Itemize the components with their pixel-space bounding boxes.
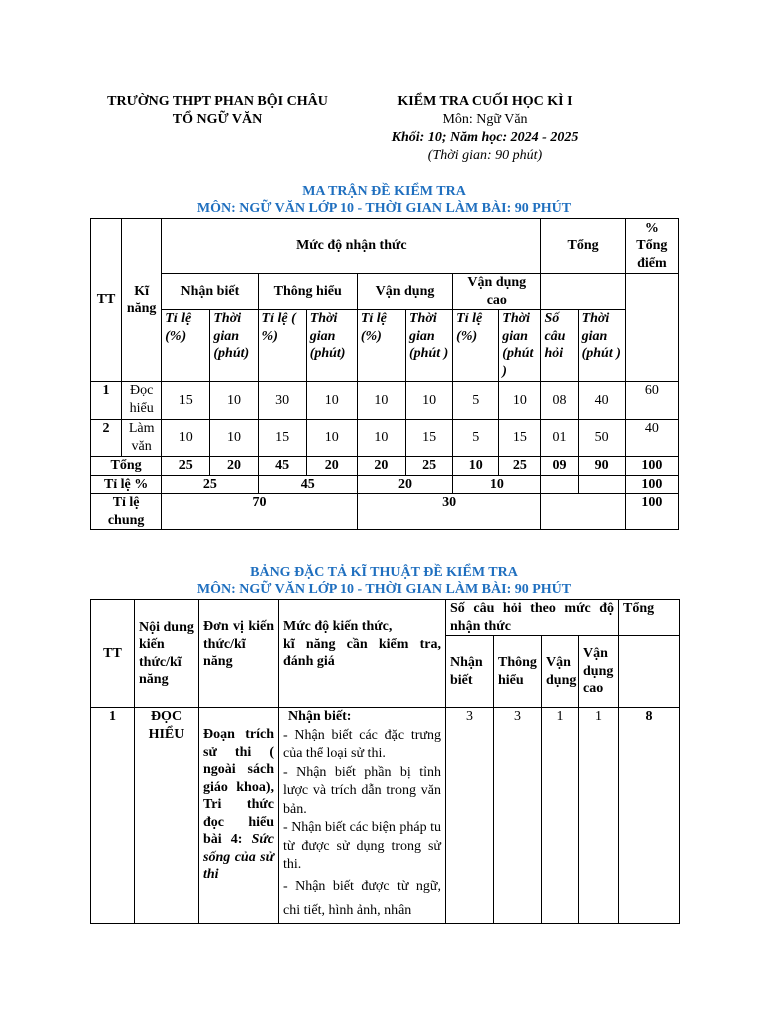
spec-row-level [279,708,446,924]
spec-row-tt: 1 [91,708,135,924]
cell-value: 70 [162,494,358,530]
school-header [90,93,345,129]
row-skill: Làm văn [122,420,162,457]
list-item: - Nhận biết phần bị tỉnh lược và trích dẫn trong văn bản. [283,764,441,817]
matrix-sub-rate-1: Tỉ lệ (%) [162,310,210,382]
cell-value: 45 [258,457,306,476]
matrix-sub-count: Số câu hỏi [541,310,578,382]
matrix-sub-total-time: Thời gian (phút ) [578,310,625,382]
cell-percent: 100 [625,457,678,476]
list-item: - Nhận biết các đặc trưng của thể loại sử thi. [283,727,441,761]
spec-header-tt: TT [91,600,135,708]
matrix-sub-rate-3: Tỉ lệ (%) [357,310,405,382]
exam-subject: Môn: Ngữ Văn [442,112,528,127]
matrix-sub-rate-2: Tỉ lệ ( %) [258,310,306,382]
cell-value: 15 [406,420,453,457]
cell-value: 10 [357,420,405,457]
cell-value: 30 [357,494,541,530]
cell-value: 25 [162,475,258,494]
spec-header-total: Tổng [619,600,680,636]
spec-row-content: ĐỌC HIỂU [135,708,199,924]
cell-value: 45 [258,475,357,494]
matrix-sub-time-3: Thời gian (phút ) [406,310,453,382]
matrix-header-tt: TT [91,219,122,382]
cell-value: 10 [162,420,210,457]
table-row [91,420,679,457]
cell-value: 90 [578,457,625,476]
cell-value: 10 [499,382,541,420]
cell-value: 10 [210,382,258,420]
table-row [91,475,679,494]
row-tt: 2 [91,420,122,457]
matrix-empty-cell [578,475,625,494]
cell-value: 30 [258,382,306,420]
spec-title [90,564,678,598]
matrix-level-2: Thông hiểu [258,274,357,310]
cell-value: 10 [406,382,453,420]
matrix-empty-cell [625,274,678,382]
cell-percent: 40 [625,420,678,457]
matrix-sub-rate-4: Tỉ lệ (%) [453,310,499,382]
matrix-level-1: Nhận biết [162,274,258,310]
matrix-empty-cell [541,274,625,310]
exam-grade-year: Khối: 10; Năm học: 2024 - 2025 [391,130,579,145]
table-row [91,457,679,476]
spec-level-3: Vận dụng [542,636,579,708]
exam-duration: (Thời gian: 90 phút) [427,148,543,163]
cell-percent: 100 [625,475,678,494]
spec-count-3: 1 [542,708,579,924]
spec-count-4: 1 [579,708,619,924]
cell-percent: 100 [625,494,678,530]
matrix-sub-time-2: Thời gian (phút) [306,310,357,382]
list-item: - Nhận biết được từ ngữ, chi tiết, hình ảnh, nhân [283,878,441,918]
row-total-label: Tổng [91,457,162,476]
cell-value: 01 [541,420,578,457]
spec-header-level-line2: kĩ năng cần kiểm tra, đánh giá [283,636,441,669]
matrix-level-3: Vận dụng [357,274,452,310]
matrix-title-line1: MA TRẬN ĐỀ KIỂM TRA [302,184,466,199]
cell-value: 10 [306,420,357,457]
matrix-title-line2: MÔN: NGỮ VĂN LỚP 10 - THỜI GIAN LÀM BÀI: 90 PHÚT [196,201,572,216]
matrix-level-4: Vận dụng cao [453,274,541,310]
spec-empty-cell [619,636,680,708]
table-row [91,382,679,420]
matrix-header-percent: % Tổng điểm [625,219,678,274]
cell-value: 25 [499,457,541,476]
list-item: - Nhận biết các biện pháp tu từ được sử dụng trong sử thi. [283,820,441,872]
cell-percent: 60 [625,382,678,420]
exam-header [380,93,590,165]
spec-row-unit [199,708,279,924]
cell-value: 40 [578,382,625,420]
matrix-sub-time-4: Thời gian (phút ) [499,310,541,382]
matrix-title [90,183,678,217]
spec-title-line1: BẢNG ĐẶC TẢ KĨ THUẬT ĐỀ KIỂM TRA [250,565,518,580]
matrix-empty-cell [541,494,625,530]
cell-value: 08 [541,382,578,420]
cell-value: 10 [210,420,258,457]
cell-value: 20 [306,457,357,476]
cell-value: 15 [162,382,210,420]
spec-unit-text: Đoạn trích sử thi ( ngoài sách giáo khoa), Tri thức đọc hiểu bài 4: [203,727,274,847]
row-rate-label: Tỉ lệ % [91,475,162,494]
spec-table [90,599,680,924]
matrix-header-total: Tổng [541,219,625,274]
spec-header-unit: Đơn vị kiến thức/kĩ năng [199,600,279,708]
school-name: TRƯỜNG THPT PHAN BỘI CHÂU [107,94,328,109]
cell-value: 5 [453,420,499,457]
cell-value: 15 [499,420,541,457]
row-skill: Đọc hiểu [122,382,162,420]
spec-level-4: Vận dụng cao [579,636,619,708]
spec-level-1: Nhận biết [446,636,494,708]
cell-value: 15 [258,420,306,457]
spec-level-title: Nhận biết: [288,709,352,724]
cell-value: 5 [453,382,499,420]
cell-value: 20 [357,475,452,494]
spec-header-content: Nội dung kiến thức/kĩ năng [135,600,199,708]
cell-value: 20 [357,457,405,476]
table-row [91,708,680,924]
cell-value: 10 [453,457,499,476]
cell-value: 25 [162,457,210,476]
spec-header-count: Số câu hỏi theo mức độ nhận thức [446,600,619,636]
row-tt: 1 [91,382,122,420]
cell-value: 10 [306,382,357,420]
cell-value: 20 [210,457,258,476]
spec-count-1: 3 [446,708,494,924]
cell-value: 09 [541,457,578,476]
spec-header-level [279,600,446,708]
cell-value: 10 [357,382,405,420]
table-row [91,494,679,530]
matrix-table [90,218,679,530]
spec-count-2: 3 [494,708,542,924]
row-common-label: Tỉ lệ chung [91,494,162,530]
cell-value: 50 [578,420,625,457]
matrix-sub-time-1: Thời gian (phút) [210,310,258,382]
spec-title-line2: MÔN: NGỮ VĂN LỚP 10 - THỜI GIAN LÀM BÀI: 90 PHÚT [196,582,572,597]
matrix-header-skill: Kĩ năng [122,219,162,382]
spec-row-total: 8 [619,708,680,924]
cell-value: 10 [453,475,541,494]
exam-title: KIỂM TRA CUỐI HỌC KÌ I [397,94,573,109]
department-name: TỔ NGỮ VĂN [172,112,263,127]
cell-value: 25 [406,457,453,476]
spec-level-2: Thông hiểu [494,636,542,708]
matrix-header-level: Mức độ nhận thức [162,219,541,274]
matrix-empty-cell [541,475,578,494]
spec-unit-italic: Sức sống của sử thi [203,832,275,882]
spec-header-level-line1: Mức độ kiến thức, [283,619,393,634]
